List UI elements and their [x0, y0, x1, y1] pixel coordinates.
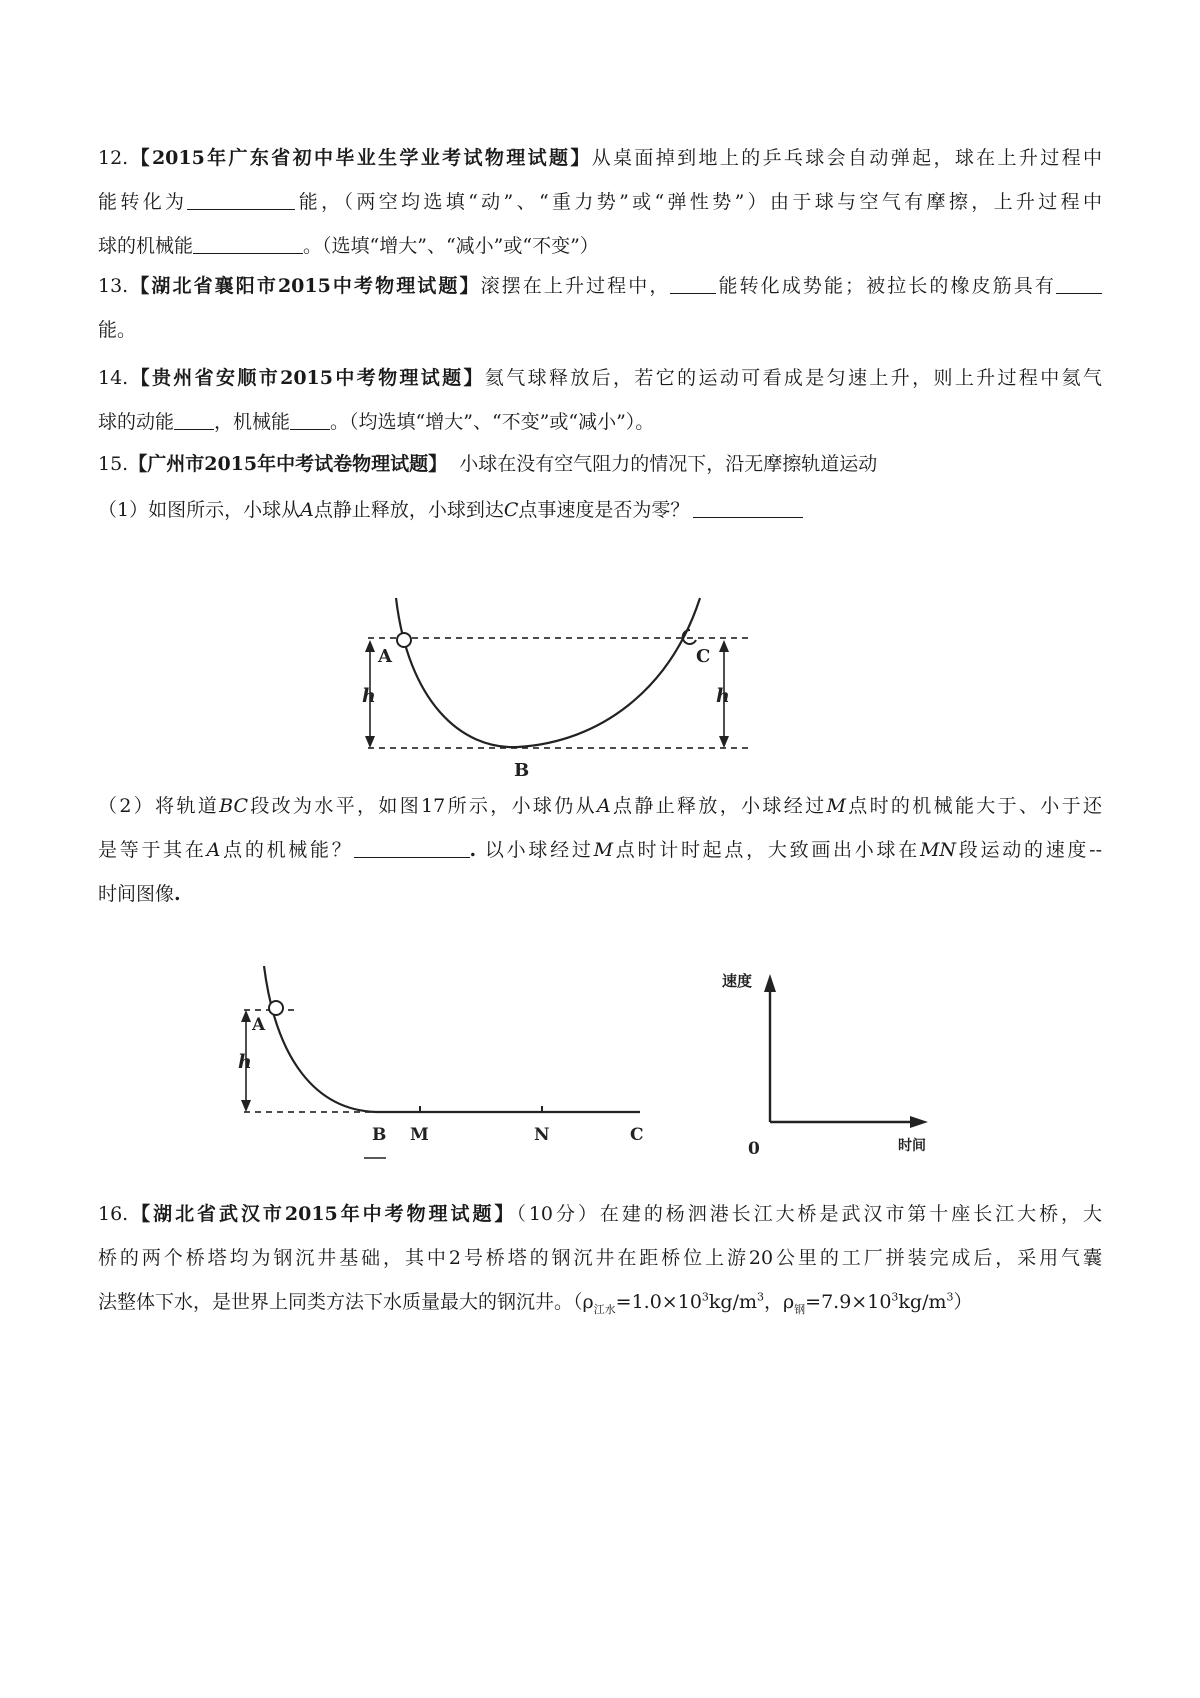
label-C: C [696, 646, 711, 667]
origin-label: 0 [748, 1139, 760, 1159]
q14-source: 【贵州省安顺市2015中考物理试题】 [128, 367, 485, 389]
q16-text: 桥的两个桥塔均为钢沉井基础，其中2号桥塔的钢沉井在距桥位上游20公里的工厂拼装完成后，采用气囊 [98, 1247, 1102, 1269]
q12-answer-blank-2[interactable] [193, 233, 303, 254]
q16-text: kg/m [708, 1291, 757, 1313]
speed-time-graph [722, 960, 950, 1180]
curved-track [264, 966, 376, 1112]
q15-line-1 [98, 442, 1102, 486]
q13-answer-blank-2[interactable] [1056, 273, 1102, 294]
q15-answer-blank-2[interactable] [354, 837, 470, 858]
q15-text: 点事速度是否为零？ [518, 499, 690, 521]
q13-line-2 [98, 308, 1102, 352]
q12-text: 。（选填“增大”、“减小”或“不变”） [303, 235, 599, 257]
q15-var: M [593, 839, 614, 861]
q14-text: 球的动能 [98, 411, 175, 433]
q12-answer-blank-1[interactable] [187, 189, 295, 210]
x-arrow-icon [910, 1116, 928, 1128]
q16-text: kg/m [898, 1291, 947, 1313]
arrow-head-icon [719, 736, 729, 748]
label-h-right: h [716, 685, 730, 707]
question-13 [98, 264, 1102, 352]
q14-text: 。（均选填“增大”、“不变”或“减小”）。 [330, 411, 655, 433]
arrow-head-icon [365, 640, 375, 652]
arrow-head-icon [365, 736, 375, 748]
q14-answer-blank-1[interactable] [174, 409, 214, 430]
q15-part1 [98, 488, 1102, 532]
q14-line-1 [98, 356, 1102, 400]
x-axis-label: 时间 [898, 1138, 926, 1154]
label-B: B [372, 1125, 387, 1145]
q15-text: 点静止释放，小球经过 [610, 795, 827, 817]
y-arrow-icon [764, 974, 776, 992]
q13-text: 能。 [98, 319, 137, 341]
q16-text: 法整体下水，是世界上同类方法下水质量最大的钢沉井。（ρ [98, 1291, 594, 1313]
q16-subscript: 江水 [593, 1302, 616, 1316]
q13-answer-blank-1[interactable] [670, 273, 716, 294]
label-C: C [630, 1125, 644, 1145]
q15-text: 段运动的速度-- [956, 839, 1102, 861]
q14-text: 氦气球释放后，若它的运动可看成是匀速上升，则上升过程中氦气 [484, 367, 1102, 389]
q15-p2-line-1 [98, 784, 1102, 828]
q15-text: 时间图像 [98, 883, 175, 905]
q16-superscript: 3 [946, 1290, 954, 1304]
q16-superscript: 3 [701, 1290, 709, 1304]
arrow-head-icon [241, 1100, 251, 1112]
q12-text: 球的机械能 [98, 235, 194, 257]
q15-var: A [300, 499, 314, 521]
q15-answer-blank-1[interactable] [693, 497, 803, 518]
q16-number: 16. [98, 1203, 129, 1225]
q16-text: =1.0×10 [615, 1291, 702, 1313]
q12-text: 能，（两空均选填“动”、“重力势”或“弹性势”）由于球与空气有摩擦，上升过程中 [295, 191, 1102, 213]
q15-text: 以小球经过 [484, 839, 594, 861]
q15-text: 点时的机械能大于、小于还 [845, 795, 1102, 817]
q16-line-1 [98, 1192, 1102, 1236]
q15-text: （2）将轨道 [98, 795, 220, 817]
question-14 [98, 356, 1102, 444]
u-track-curve [396, 598, 700, 747]
q15-text: 点的机械能？ [220, 839, 354, 861]
figure-u-track [360, 590, 760, 780]
q12-line-3 [98, 224, 1102, 268]
q14-answer-blank-2[interactable] [290, 409, 330, 430]
label-B: B [514, 760, 530, 781]
q15-text: （1）如图所示，小球从 [98, 499, 301, 521]
question-16 [98, 1192, 1102, 1324]
label-M: M [410, 1125, 429, 1145]
q15-source: 【广州市2015年中考试卷物理试题】 [128, 453, 448, 475]
q12-number: 12. [98, 147, 129, 169]
q14-text: ，机械能 [214, 411, 291, 433]
label-N: N [534, 1125, 550, 1145]
label-h: h [238, 1051, 252, 1073]
q12-text: 能转化为 [98, 191, 188, 213]
q15-text: 是等于其在 [98, 839, 207, 861]
q16-superscript: 3 [757, 1290, 764, 1304]
label-A: A [252, 1015, 266, 1035]
q12-line-1 [98, 136, 1102, 180]
figure-flat-track [236, 960, 656, 1170]
q15-var: C [503, 499, 519, 521]
q13-source: 【湖北省襄阳市2015中考物理试题】 [128, 275, 481, 297]
q15-text: 小球在没有空气阻力的情况下，沿无摩擦轨道运动 [459, 453, 878, 475]
q16-superscript: 3 [891, 1290, 899, 1304]
q16-line-2 [98, 1236, 1102, 1280]
ball-icon [269, 1001, 283, 1015]
q16-source: 【湖北省武汉市2015年中考物理试题】 [128, 1203, 517, 1225]
q13-text: 滚摆在上升过程中， [480, 275, 671, 297]
q13-line-1 [98, 264, 1102, 308]
q12-line-2 [98, 180, 1102, 224]
ball-icon [397, 633, 411, 647]
q14-line-2 [98, 400, 1102, 444]
q12-text: 从桌面掉到地上的乒乓球会自动弹起，球在上升过程中 [591, 147, 1102, 169]
q16-line-3 [98, 1280, 1102, 1324]
q15-p2-line-2: 是等于其在A点的机械能？ . 以小球经过M点时计时起点，大致画出小球在MN段运动的速度-- [98, 839, 1102, 861]
q16-subscript: 钢 [794, 1302, 806, 1316]
arrow-head-icon [241, 1010, 251, 1022]
q13-text: 能转化成势能；被拉长的橡皮筋具有 [716, 275, 1056, 297]
question-15-part2 [98, 784, 1102, 916]
q13-number: 13. [98, 275, 129, 297]
q15-text: 点静止释放，小球到达 [313, 499, 504, 521]
q15-p2-line-3: 时间图像. [98, 883, 181, 905]
q12-source: 【2015年广东省初中毕业生学业考试物理试题】 [128, 147, 592, 169]
q16-text: ，ρ [764, 1291, 795, 1313]
q15-number: 15. [98, 453, 129, 475]
q15-var: BC [219, 795, 248, 817]
q15-var: A [206, 839, 221, 861]
q16-text: （10分）在建的杨泗港长江大桥是武汉市第十座长江大桥，大 [516, 1203, 1102, 1225]
label-h-left: h [362, 685, 376, 707]
q15-text: 段改为水平，如图17所示，小球仍从 [248, 795, 597, 817]
arrow-head-icon [719, 640, 729, 652]
y-axis-label: 速度 [722, 972, 753, 990]
q15-text: 点时计时起点，大致画出小球在 [613, 839, 920, 861]
question-15 [98, 442, 1102, 532]
q15-var: M [826, 795, 846, 817]
q15-var: A [596, 795, 611, 817]
q14-number: 14. [98, 367, 129, 389]
q15-var: MN [919, 839, 957, 861]
label-A: A [378, 646, 392, 667]
question-12 [98, 136, 1102, 268]
q16-text: ） [953, 1291, 973, 1313]
q16-text: =7.9×10 [805, 1291, 892, 1313]
